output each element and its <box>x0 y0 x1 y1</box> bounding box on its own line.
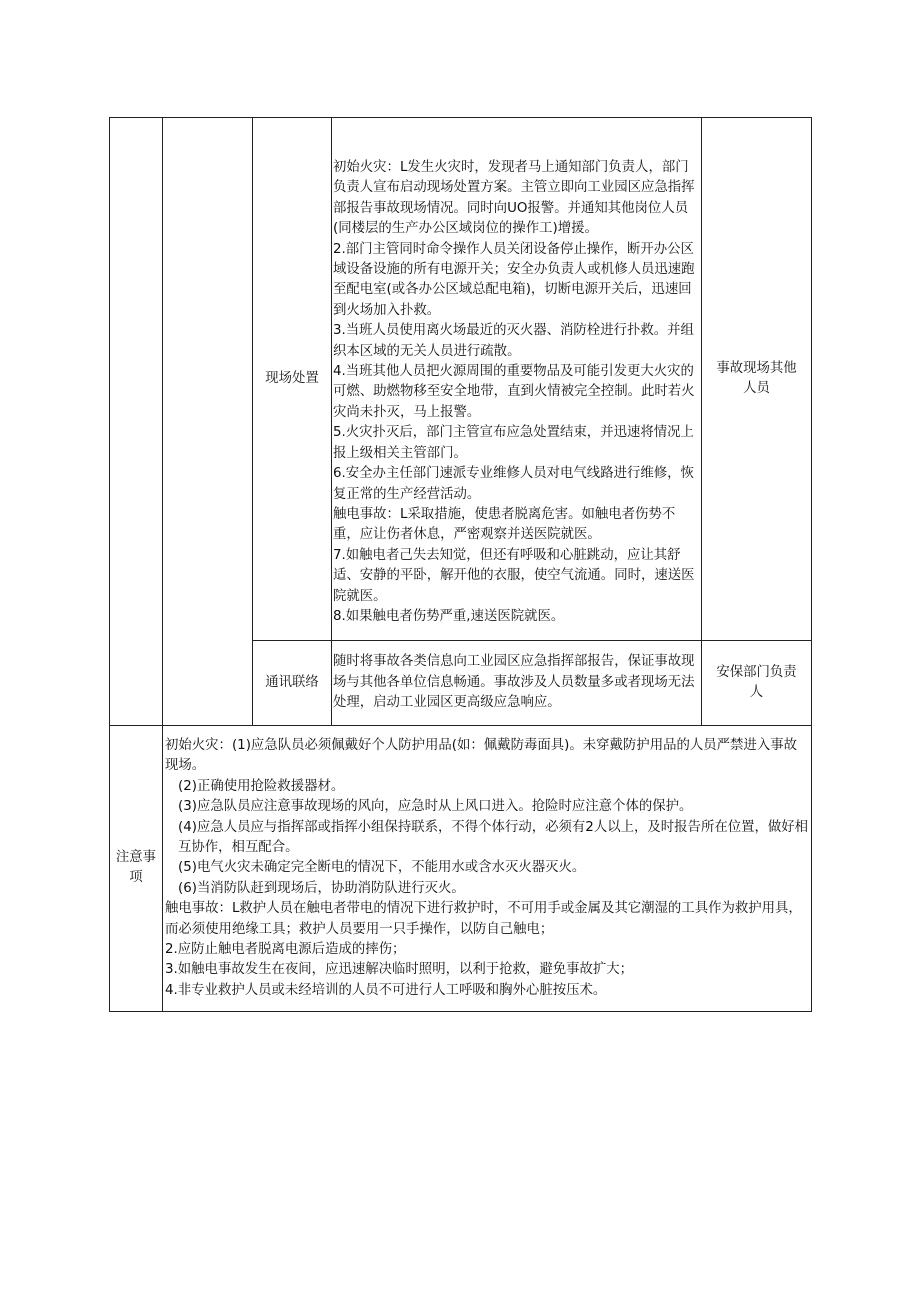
communication-text-cell <box>332 641 702 726</box>
note-line: 4.非专业救护人员或未经培训的人员不可进行人工呼吸和胸外心脏按压术。 <box>165 982 607 998</box>
emergency-response-table <box>109 117 812 1012</box>
disposal-label: 现场处置 <box>265 370 319 386</box>
note-line: 触电事故：L救护人员在触电者带电的情况下进行救护时，不可用手或金属及其它潮湿的工具作为救护用具，而必须使用绝缘工具；救护人员要用一只手操作，以防自己触电； <box>165 901 802 937</box>
notes-content-cell <box>163 726 812 1012</box>
disposal-step: 触电事故：L采取措施，使患者脱离危害。如触电者伤势不重，应让伤者休息，严密观察并送医院就医。 <box>333 506 676 543</box>
disposal-row <box>110 118 812 641</box>
note-line: (3)应急队员应注意事故现场的风向，应急时从上风口进入。抢险时应注意个体的保护。 <box>178 799 693 815</box>
disposal-step: 2.部门主管同时命令操作人员关闭设备停止操作，断开办公区域设备设施的所有电源开关；安全办负责人或机修人员迅速跑至配电室(或各办公区域总配电箱)，切断电源开关后，迅速回到火场加入扑救。 <box>333 241 695 318</box>
communication-responsible-cell <box>702 641 812 726</box>
disposal-step: 3.当班人员使用离火场最近的灭火器、消防栓进行扑救。并组织本区域的无关人员进行疏散。 <box>333 323 694 359</box>
notes-label-cell <box>110 726 163 1012</box>
note-line: 2.应防止触电者脱离电源后造成的摔伤； <box>165 942 406 958</box>
notes-label: 注意事项 <box>115 850 157 886</box>
note-line: (6)当消防队赶到现场后，协助消防队进行灭火。 <box>178 880 465 896</box>
communication-text: 随时将事故各类信息向工业园区应急指挥部报告，保证事故现场与其他各单位信息畅通。事故涉及人员数量多或者现场无法处理，启动工业园区更高级应急响应。 <box>333 654 695 711</box>
disposal-steps-cell <box>332 118 702 641</box>
disposal-step: 4.当班其他人员把火源周围的重要物品及可能引发更大火灾的可燃、助燃物移至安全地带，直到火情被完全控制。此时若火灾尚未扑灭，马上报警。 <box>333 364 695 420</box>
note-line: 初始火灾：(1)应急队员必须佩戴好个人防护用品(如：佩戴防毒面具)。未穿戴防护用品的人员严禁进入事故现场。 <box>165 738 797 774</box>
disposal-step: 5.火灾扑灭后，部门主管宣布应急处置结束，并迅速将情况上报上级相关主管部门。 <box>333 425 694 461</box>
communication-responsible: 安保部门负责人 <box>716 664 797 700</box>
disposal-step: 7.如触电者己失去知觉，但还有呼吸和心脏跳动，应让其舒适、安静的平卧，解开他的衣服，使空气流通。同时，速送医院就医。 <box>333 547 695 604</box>
disposal-responsible: 事故现场其他人员 <box>716 360 797 396</box>
note-line: (4)应急人员应与指挥部或指挥小组保持联系，不得个体行动，必须有2人以上，及时报告所在位置，做好相互协作，相互配合。 <box>178 819 809 856</box>
disposal-step: 初始火灾：L发生火灾时，发现者马上通知部门负责人，部门负责人宣布启动现场处置方案。主管立即向工业园区应急指挥部报告事故现场情况。同时向UO报警。并通知其他岗位人员(同楼层的生产办公区域岗位的操作工)增援。 <box>333 160 695 237</box>
communication-label: 通讯联络 <box>265 674 319 690</box>
disposal-step: 8.如果触电者伤势严重,速送医院就医。 <box>333 608 565 624</box>
disposal-label-cell <box>253 118 332 641</box>
communication-label-cell <box>253 641 332 726</box>
disposal-responsible-cell <box>702 118 812 641</box>
notes-row <box>110 726 812 1012</box>
note-line: 3.如触电事故发生在夜间，应迅速解决临时照明，以利于抢救，避免事故扩大； <box>165 962 634 978</box>
blank-category-cell <box>110 118 163 726</box>
note-line: (2)正确使用抢险救援器材。 <box>178 778 345 794</box>
note-line: (5)电气火灾未确定完全断电的情况下，不能用水或含水灭火器灭火。 <box>178 860 586 876</box>
blank-subcategory-cell <box>163 118 253 726</box>
disposal-step: 6.安全办主任部门速派专业维修人员对电气线路进行维修，恢复正常的生产经营活动。 <box>333 466 694 502</box>
